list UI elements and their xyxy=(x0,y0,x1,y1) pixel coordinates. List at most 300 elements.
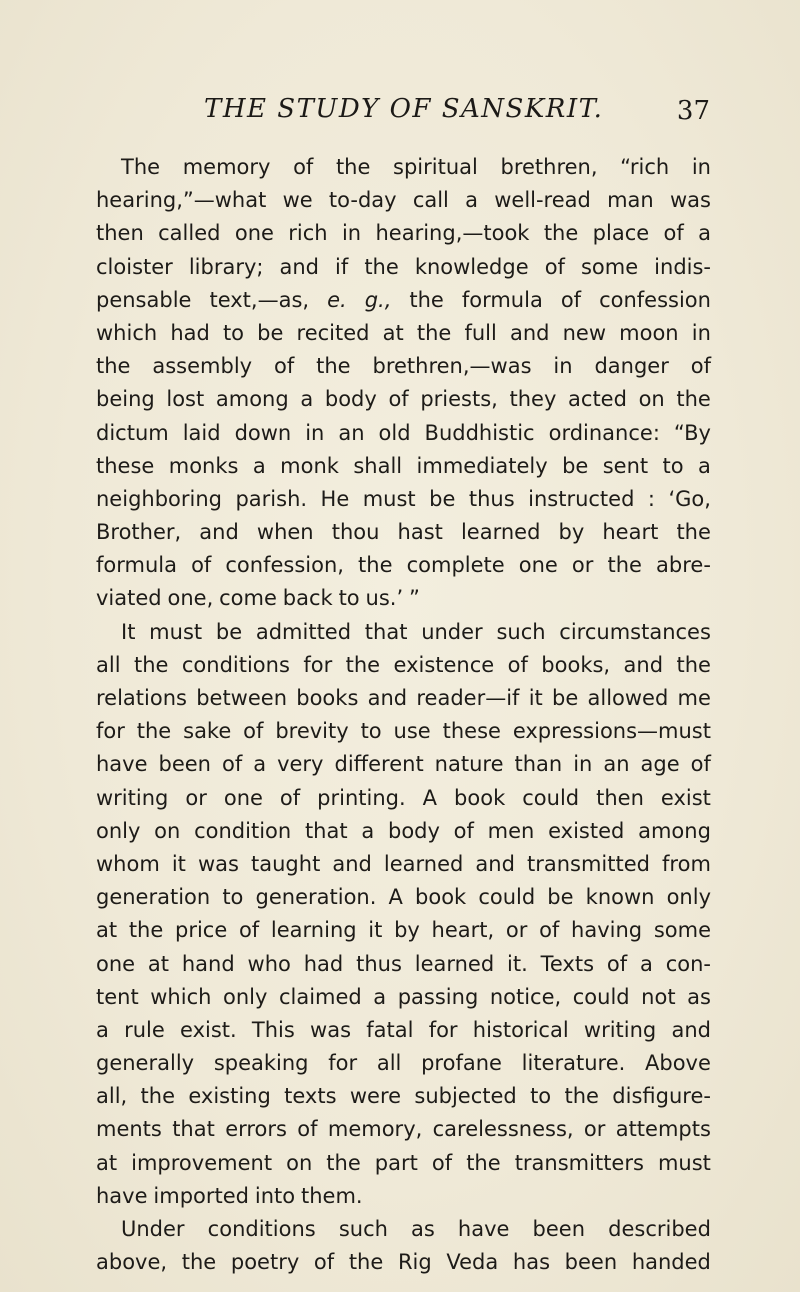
word: printing. xyxy=(317,785,406,810)
word: be xyxy=(547,885,574,910)
word: the xyxy=(335,155,371,179)
word: hearing,—took xyxy=(375,221,530,246)
word: from xyxy=(662,851,711,876)
word: books xyxy=(296,686,359,710)
word: and xyxy=(509,320,550,345)
word: the xyxy=(316,354,351,379)
word: generation. xyxy=(255,885,377,910)
word: subjected xyxy=(414,1084,517,1109)
text-line xyxy=(96,649,711,682)
word: Veda xyxy=(446,1250,499,1275)
text-line xyxy=(96,848,711,881)
word: to xyxy=(662,453,684,478)
word: have xyxy=(96,752,148,777)
word: a xyxy=(698,453,711,478)
word: to xyxy=(338,586,360,611)
word: the xyxy=(128,918,164,943)
word: of xyxy=(663,221,684,246)
word: transmitted xyxy=(526,851,650,876)
text-line xyxy=(96,1180,711,1213)
word: they xyxy=(509,387,557,412)
word: The xyxy=(121,155,161,179)
word: to xyxy=(222,320,245,345)
word: the xyxy=(564,1084,599,1109)
word: parish. xyxy=(235,486,308,511)
word: some xyxy=(653,918,711,943)
word: be xyxy=(215,619,243,644)
word: dictum xyxy=(96,420,169,445)
word: a xyxy=(373,984,387,1009)
word: at xyxy=(147,951,170,976)
word: brethren,—was xyxy=(372,354,532,379)
word: condition xyxy=(194,818,292,843)
word: we xyxy=(282,188,313,213)
word: text,—as, xyxy=(209,287,310,312)
word: cloister xyxy=(96,254,173,279)
word: book xyxy=(454,785,506,810)
word: circumstances xyxy=(559,619,711,644)
word: for xyxy=(303,652,333,677)
word: a xyxy=(96,1017,109,1042)
word: a xyxy=(300,387,314,412)
word: than xyxy=(514,752,563,777)
word: rule xyxy=(124,1017,165,1042)
word: must xyxy=(362,486,416,511)
word: the xyxy=(358,553,393,578)
word: reader—if xyxy=(416,686,520,710)
word: thus xyxy=(468,486,515,511)
word: to xyxy=(530,1084,552,1109)
word: laid xyxy=(182,420,221,445)
word: conditions xyxy=(207,1217,316,1241)
word: monks xyxy=(168,453,239,478)
word: claimed xyxy=(278,984,362,1009)
word: which xyxy=(96,320,158,345)
word: confession, xyxy=(225,553,344,578)
word: of xyxy=(539,918,560,943)
word: assembly xyxy=(152,354,253,379)
word: the xyxy=(326,1150,361,1175)
word: be xyxy=(552,686,579,710)
running-title: THE STUDY OF SANSKRIT. xyxy=(204,94,604,124)
word: carelessness, xyxy=(432,1117,574,1142)
word: in xyxy=(341,221,362,246)
word: of xyxy=(544,254,565,279)
word: moon xyxy=(619,320,679,345)
word: profane xyxy=(421,1051,502,1076)
word: ” xyxy=(409,586,420,611)
word: He xyxy=(320,486,350,511)
word: of xyxy=(560,287,582,312)
word: in xyxy=(691,320,711,345)
word: A xyxy=(388,885,403,910)
word: of xyxy=(293,155,314,179)
word: or xyxy=(571,553,594,578)
word: existing xyxy=(188,1084,271,1109)
word: for xyxy=(328,1051,358,1076)
word: taught xyxy=(251,851,321,876)
word: known xyxy=(585,885,655,910)
word: age xyxy=(640,752,680,777)
word: very xyxy=(277,752,324,777)
word: only xyxy=(96,818,141,843)
word: of xyxy=(431,1150,453,1175)
word: call xyxy=(412,188,449,213)
word: among xyxy=(215,387,289,412)
word: immediately xyxy=(416,453,548,478)
word: by xyxy=(394,918,420,943)
word: generation xyxy=(96,885,211,910)
word: back xyxy=(282,586,333,611)
word: which xyxy=(150,984,212,1009)
word: it xyxy=(171,851,186,876)
word: Under xyxy=(121,1217,185,1241)
word: that xyxy=(364,619,408,644)
word: indis- xyxy=(654,254,711,279)
word: existed xyxy=(548,818,625,843)
word: could xyxy=(572,984,630,1009)
word: formula xyxy=(96,553,177,578)
word: been xyxy=(564,1250,618,1275)
word: learned xyxy=(414,951,495,976)
word: priests, xyxy=(420,387,498,412)
word: of xyxy=(453,818,474,843)
word: under xyxy=(421,619,483,644)
word: an xyxy=(603,752,630,777)
word: these xyxy=(442,719,501,744)
text-line xyxy=(96,782,711,815)
text-line xyxy=(96,715,711,748)
word: expressions—must xyxy=(512,719,711,744)
word: some xyxy=(580,254,639,279)
text-line xyxy=(96,483,711,516)
text-line xyxy=(96,948,711,981)
text-line xyxy=(96,217,711,250)
word: different xyxy=(334,752,424,777)
word: A xyxy=(422,785,438,810)
word: the xyxy=(416,320,452,345)
word: these xyxy=(96,453,155,478)
word: was xyxy=(310,1017,352,1042)
word: of xyxy=(279,785,301,810)
word: a xyxy=(465,188,478,213)
word: books, xyxy=(541,652,611,677)
word: of xyxy=(313,1250,335,1275)
word: had xyxy=(170,320,210,345)
word: use xyxy=(393,719,431,744)
word: “By xyxy=(673,420,711,445)
word: of xyxy=(507,652,528,677)
word: memory xyxy=(182,155,271,179)
word: been xyxy=(532,1217,586,1241)
word: library; xyxy=(188,254,264,279)
word: have xyxy=(96,1183,148,1208)
word: and xyxy=(671,1017,711,1042)
word: price xyxy=(174,918,228,943)
word: at xyxy=(382,320,404,345)
word: and xyxy=(199,520,239,545)
text-line xyxy=(96,417,711,450)
word: having xyxy=(571,918,643,943)
word: the xyxy=(136,719,172,744)
word: monk xyxy=(280,453,339,478)
body-text xyxy=(96,151,711,1279)
word: shall xyxy=(353,453,403,478)
word: Brother, xyxy=(96,520,182,545)
text-line xyxy=(96,450,711,483)
text-line xyxy=(96,151,711,184)
word: poetry xyxy=(230,1250,300,1275)
word: of xyxy=(297,1117,318,1142)
word: such xyxy=(338,1217,388,1241)
text-line xyxy=(96,317,711,350)
word: ments xyxy=(96,1117,162,1142)
word: spiritual xyxy=(393,155,478,179)
word: of xyxy=(388,387,409,412)
word: learned xyxy=(383,851,464,876)
word: for xyxy=(428,1017,458,1042)
word: a xyxy=(252,453,266,478)
word: as xyxy=(687,984,711,1009)
word: above, xyxy=(96,1250,168,1275)
word: literature. xyxy=(521,1051,626,1076)
word: at xyxy=(96,918,118,943)
text-line xyxy=(96,184,711,217)
text-line xyxy=(96,284,711,317)
word: place xyxy=(592,221,650,246)
word: admitted xyxy=(255,619,352,644)
word: ordinance: xyxy=(548,420,660,445)
word: ‘Go, xyxy=(668,486,711,511)
word: attempts xyxy=(615,1117,711,1142)
word: hearing,”—what xyxy=(96,188,267,213)
word: errors xyxy=(225,1117,287,1142)
word: the xyxy=(181,1250,217,1275)
word: the xyxy=(676,387,711,412)
word: that xyxy=(172,1117,215,1142)
word: called xyxy=(158,221,221,246)
word: not xyxy=(641,984,676,1009)
word: down xyxy=(234,420,292,445)
word: on xyxy=(638,387,665,412)
page-number: 37 xyxy=(676,96,710,126)
word: the xyxy=(133,652,169,677)
word: be xyxy=(562,453,589,478)
word: in xyxy=(573,752,593,777)
text-line xyxy=(96,516,711,549)
word: has xyxy=(512,1250,551,1275)
word: man xyxy=(607,188,654,213)
word: lost xyxy=(166,387,205,412)
word: to-day xyxy=(328,188,397,213)
word: rich xyxy=(288,221,328,246)
word: me xyxy=(677,686,711,710)
word: This xyxy=(251,1017,295,1042)
word: conditions xyxy=(181,652,290,677)
word: texts xyxy=(284,1084,337,1109)
word: speaking xyxy=(213,1051,309,1076)
word: of xyxy=(238,918,260,943)
word: formula xyxy=(461,287,543,312)
word: or xyxy=(185,785,207,810)
word: men xyxy=(487,818,535,843)
word: a xyxy=(253,752,267,777)
word: all xyxy=(376,1051,402,1076)
word: and xyxy=(623,652,664,677)
word: all, xyxy=(96,1084,128,1109)
word: learning xyxy=(270,918,357,943)
word: must xyxy=(657,1150,711,1175)
word: hast xyxy=(397,520,443,545)
word: heart, xyxy=(431,918,495,943)
word: sent xyxy=(602,453,649,478)
word: writing xyxy=(583,1017,657,1042)
word: “rich xyxy=(620,155,670,179)
word: learned xyxy=(460,520,541,545)
word: a xyxy=(639,951,653,976)
word: were xyxy=(349,1084,402,1109)
word: was xyxy=(197,851,239,876)
text-line xyxy=(96,682,711,715)
word: passing xyxy=(397,984,479,1009)
word: into xyxy=(254,1183,296,1208)
text-line xyxy=(96,1113,711,1146)
word: Rig xyxy=(397,1250,432,1275)
word: to xyxy=(360,719,382,744)
word: of xyxy=(221,752,243,777)
word: fatal xyxy=(366,1017,414,1042)
text-line xyxy=(96,914,711,947)
text-line xyxy=(96,251,711,284)
word: brethren, xyxy=(500,155,598,179)
word: historical xyxy=(472,1017,569,1042)
word: memory, xyxy=(327,1117,423,1142)
text-line xyxy=(96,1213,711,1246)
word: had xyxy=(303,951,344,976)
word: the xyxy=(348,1250,384,1275)
text-line xyxy=(96,1047,711,1080)
word: generally xyxy=(96,1051,195,1076)
word: being xyxy=(96,387,155,412)
word: full xyxy=(464,320,497,345)
word: whom xyxy=(96,851,160,876)
text-line xyxy=(96,616,711,649)
word: it xyxy=(368,918,383,943)
word: in xyxy=(305,420,325,445)
word: the xyxy=(676,520,711,545)
word: the xyxy=(345,652,381,677)
word: us.’ xyxy=(365,586,404,611)
word: disfigure- xyxy=(612,1084,711,1109)
word: been xyxy=(158,752,211,777)
word: exist xyxy=(660,785,711,810)
word: one xyxy=(518,553,558,578)
word: Texts xyxy=(540,951,595,976)
text-line xyxy=(96,582,711,615)
word: : xyxy=(647,486,655,511)
word: only xyxy=(222,984,268,1009)
word: hand xyxy=(181,951,235,976)
word: improvement xyxy=(131,1150,273,1175)
word: when xyxy=(256,520,314,545)
word: and xyxy=(475,851,515,876)
word: brevity xyxy=(275,719,349,744)
word: allowed xyxy=(587,686,669,710)
word: transmitters xyxy=(514,1150,644,1175)
word: of xyxy=(606,951,628,976)
word: It xyxy=(121,619,136,644)
text-line xyxy=(96,881,711,914)
word: must xyxy=(149,619,203,644)
word: the xyxy=(140,1084,176,1109)
word: danger xyxy=(594,354,669,379)
word: of xyxy=(690,752,711,777)
word: as xyxy=(411,1217,435,1241)
word: that xyxy=(304,818,348,843)
word: thou xyxy=(331,520,380,545)
word: and xyxy=(279,254,320,279)
word: come xyxy=(219,586,277,611)
text-line xyxy=(96,1246,711,1279)
word: could xyxy=(478,885,536,910)
word: all xyxy=(96,652,121,677)
word: abre- xyxy=(656,553,711,578)
word: if xyxy=(335,254,349,279)
word: Above xyxy=(645,1051,711,1076)
word: confession xyxy=(599,287,711,312)
word: only xyxy=(666,885,711,910)
word: who xyxy=(247,951,291,976)
word: in xyxy=(553,354,573,379)
word: it. xyxy=(507,951,528,976)
word: then xyxy=(596,785,644,810)
word: recited xyxy=(296,320,370,345)
word: pensable xyxy=(96,287,192,312)
word: old xyxy=(378,420,411,445)
word: neighboring xyxy=(96,486,222,511)
word: sake xyxy=(183,719,232,744)
word: body xyxy=(324,387,377,412)
word: one xyxy=(223,785,263,810)
word: such xyxy=(496,619,546,644)
word: be xyxy=(257,320,284,345)
word: thus xyxy=(356,951,402,976)
word: at xyxy=(96,1150,118,1175)
word: between xyxy=(196,686,288,710)
word: the xyxy=(364,254,399,279)
word: then xyxy=(96,221,144,246)
word: body xyxy=(387,818,440,843)
word: a xyxy=(698,221,711,246)
word: or xyxy=(583,1117,606,1142)
word: of xyxy=(273,354,295,379)
text-line xyxy=(96,748,711,781)
word: the xyxy=(466,1150,501,1175)
word: an xyxy=(338,420,365,445)
word: new xyxy=(562,320,607,345)
word: acted xyxy=(568,387,627,412)
word: of xyxy=(690,354,711,379)
word: them. xyxy=(300,1183,363,1208)
word: Buddhistic xyxy=(424,420,535,445)
text-line xyxy=(96,383,711,416)
word: on xyxy=(286,1150,313,1175)
word: writing xyxy=(96,785,169,810)
text-line xyxy=(96,1147,711,1180)
word: the xyxy=(96,354,131,379)
word: tent xyxy=(96,984,139,1009)
word: for xyxy=(96,719,125,744)
